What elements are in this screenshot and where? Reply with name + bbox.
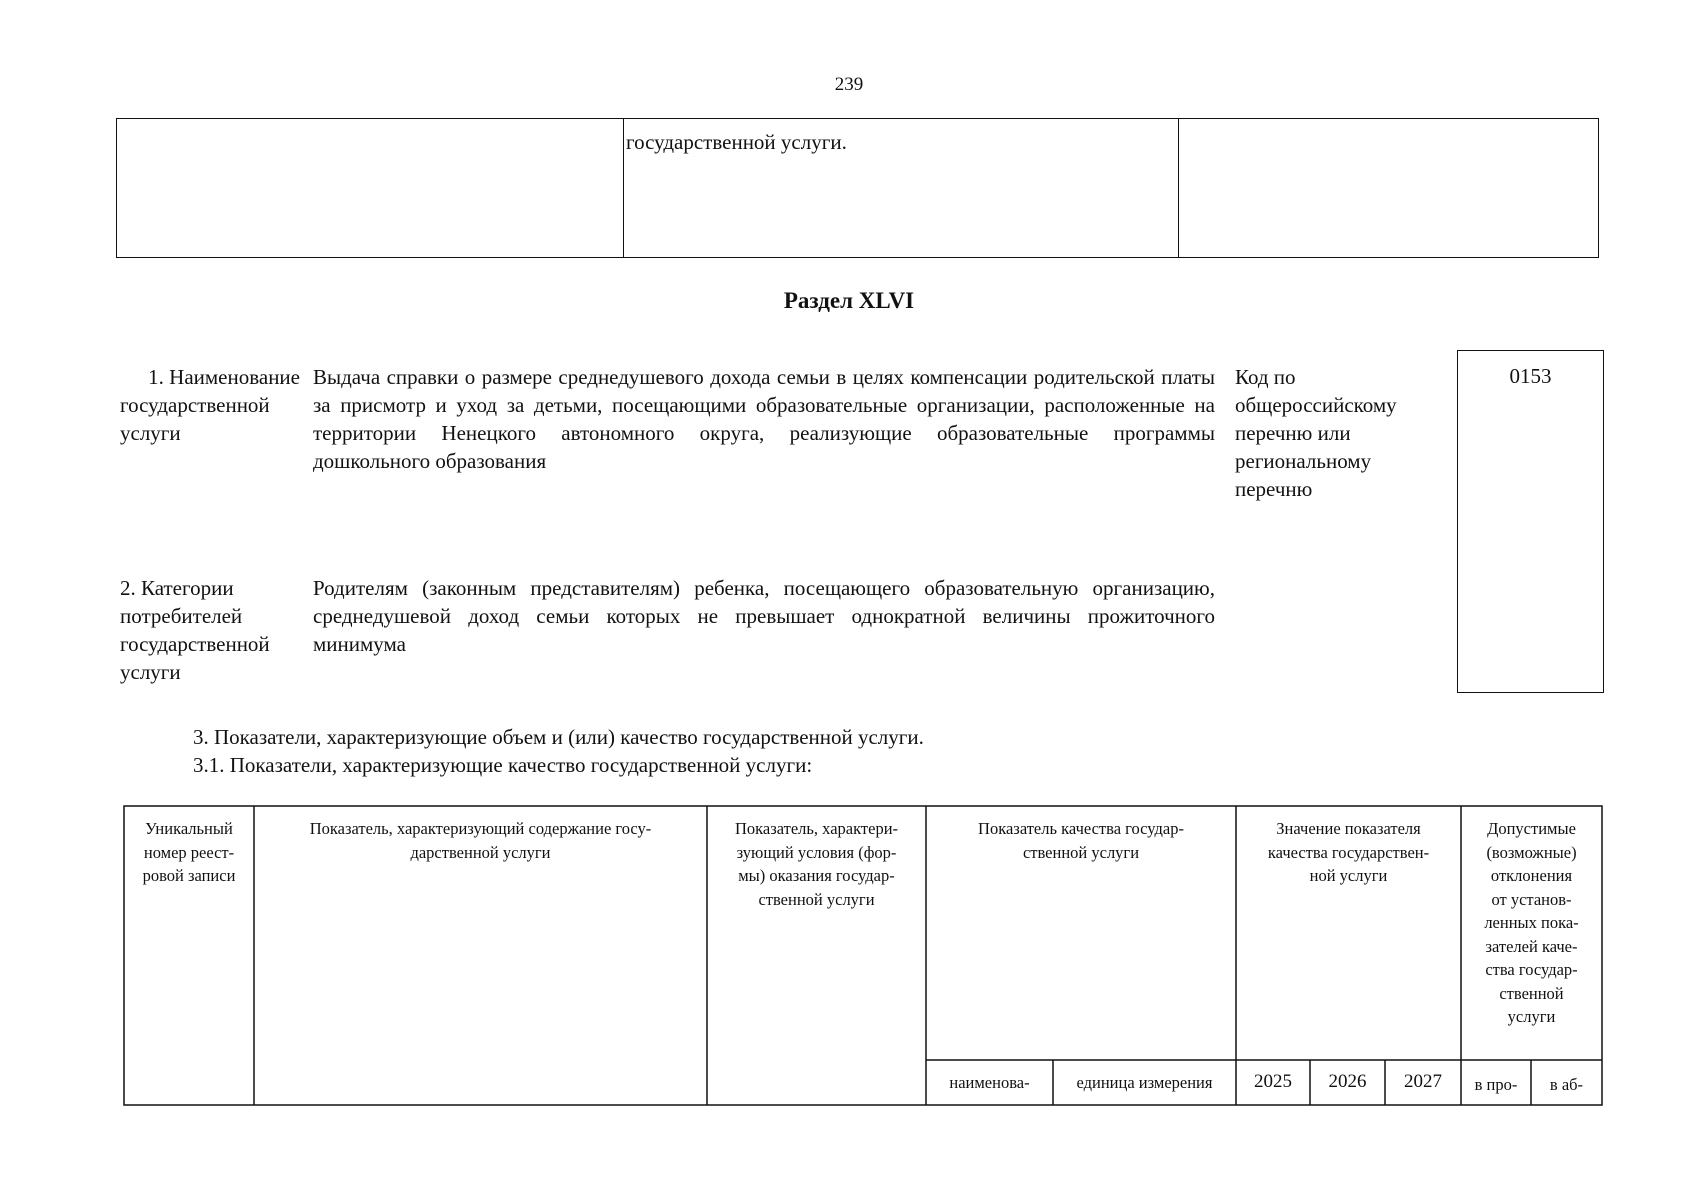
header-line: Показатель качества государ- (978, 819, 1184, 838)
header-line: отклонения (1490, 866, 1573, 885)
subheader-absolute: в аб- (1549, 1075, 1584, 1094)
header-content-indicator (256, 817, 705, 864)
header-line: ной услуги (1309, 866, 1388, 885)
header-deviations (1463, 817, 1600, 1029)
header-line: дарственной услуги (410, 842, 551, 862)
code-value: 0153 (1509, 364, 1552, 388)
header-quality-value (1238, 817, 1459, 888)
header-line: номер реест- (143, 842, 235, 862)
header-line: Показатель, характеризующий содержание госу- (309, 819, 652, 838)
header-line: мы) оказания государ- (738, 866, 895, 885)
point-3-1: 3.1. Показатели, характеризующие качество государственной услуги: (193, 753, 813, 777)
subheader-year-2025: 2025 (1254, 1071, 1292, 1092)
header-line: ленных пока- (1484, 913, 1579, 932)
code-label-line: общероссийскому (1235, 393, 1397, 417)
code-label-line: перечню (1235, 477, 1313, 501)
section-title: Раздел XLVI (783, 288, 915, 313)
code-label-line: Код по (1235, 365, 1296, 389)
header-line: Показатель, характери- (734, 819, 899, 838)
item2-label-line: услуги (120, 660, 181, 684)
subheader-percent: в про- (1474, 1075, 1518, 1094)
item1-label-line: услуги (120, 421, 181, 445)
top-table-cell-text: государственной услуги. (626, 130, 847, 154)
item1-label-line: государственной (120, 393, 270, 417)
page-number: 239 (834, 74, 864, 95)
item2-label-line: государственной (120, 632, 270, 656)
item1-label-line: 1. Наименование (148, 365, 300, 389)
header-line: ственной услуги (1022, 842, 1140, 862)
header-line: ственной (1499, 983, 1564, 1003)
header-quality-indicator (928, 817, 1234, 864)
header-line: ственной услуги (758, 889, 875, 909)
subheader-year-2027: 2027 (1404, 1071, 1442, 1092)
item2-description: Родителям (законным представителям) ребенка, посещающего образовательную организацию, среднедушевой доход семьи которых не превышает однократной величины прожиточного минимума (313, 576, 1215, 656)
header-line: Уникальный (145, 819, 233, 838)
header-unique-number (126, 817, 252, 888)
header-line: Допустимые (1487, 819, 1576, 838)
code-label-line: перечню или (1235, 421, 1351, 445)
subheader-year-2026: 2026 (1328, 1071, 1367, 1092)
subheader-unit: единица измерения (1076, 1073, 1213, 1092)
subheader-name: наименова- (949, 1073, 1030, 1092)
header-line: ровой записи (142, 866, 236, 885)
header-line: ства государ- (1485, 960, 1578, 979)
code-label-line: региональному (1235, 449, 1372, 473)
point-3: 3. Показатели, характеризующие объем и (или) качество государственной услуги. (193, 725, 924, 749)
header-line: качества государствен- (1267, 842, 1430, 862)
item2-label-line: потребителей (120, 604, 243, 628)
header-line: услуги (1507, 1007, 1556, 1026)
header-line: (возможные) (1486, 842, 1577, 862)
item2-label-line: 2. Категории (120, 576, 234, 600)
header-line: от установ- (1491, 889, 1572, 909)
header-line: Значение показателя (1276, 819, 1421, 838)
header-line: зателей каче- (1485, 936, 1578, 956)
item1-description: Выдача справки о размере среднедушевого дохода семьи в целях компенсации родительской платы за присмотр и уход за детьми, посещающими образовательные организации, расположенные на территории Ненецкого автономного округа, реализующие образовательные программы дошкольного образования (313, 365, 1215, 473)
header-line: зующий условия (фор- (736, 842, 897, 862)
header-conditions-indicator (709, 817, 924, 911)
